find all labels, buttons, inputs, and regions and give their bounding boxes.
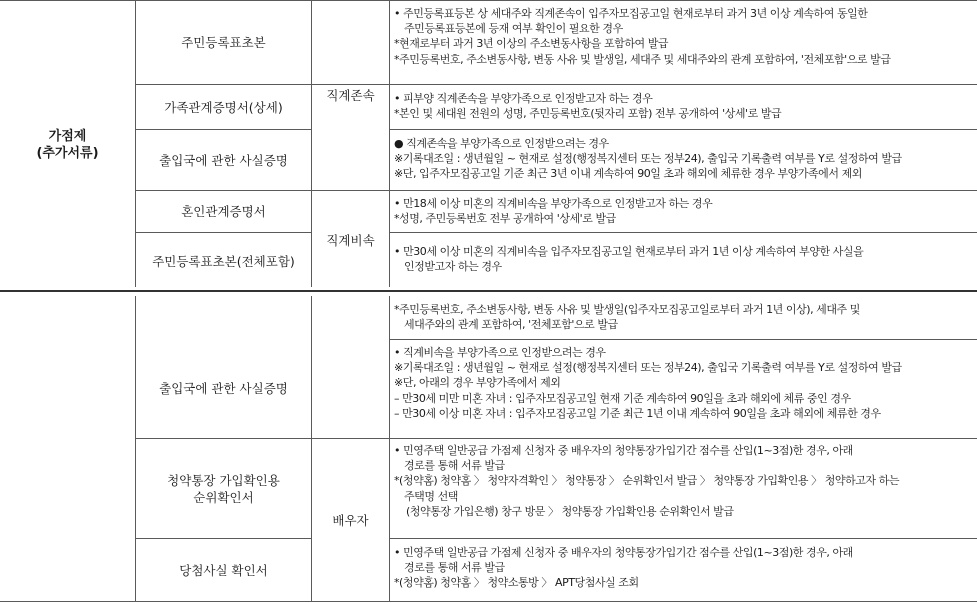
desc-line: 인정받고자 하는 경우 bbox=[404, 260, 502, 274]
doc-resident-copy-full: 주민등록표초본(전체포함) bbox=[152, 253, 295, 269]
row-divider bbox=[389, 538, 977, 539]
desc-line: ● 직계존속을 부양가족으로 인정받으려는 경우 bbox=[394, 137, 609, 150]
category-label: 가점제 bbox=[48, 129, 87, 144]
desc-line: ※단, 입주자모집공고일 기준 최근 3년 이내 계속하여 90일 초과 해외에 체류한 경우 부양가족에서 제외 bbox=[394, 167, 862, 181]
desc-line: 주민등록표등본에 등재 여부 확인이 필요한 경우 bbox=[404, 22, 623, 36]
desc-resident-copy-full bbox=[394, 244, 972, 274]
desc-subscription-rank-cert bbox=[394, 443, 972, 519]
doc-resident-copy: 주민등록표초본 bbox=[181, 35, 266, 50]
desc-line: • 민영주택 일반공급 가점제 신청자 중 배우자의 청약통장가입기간 점수를 산입(1~3점)한 경우, 아래 bbox=[394, 444, 853, 457]
desc-winning-fact-check bbox=[394, 545, 972, 591]
doc-marriage-relation: 혼인관계증명서 bbox=[181, 204, 266, 219]
group-spouse: 배우자 bbox=[332, 512, 369, 528]
doc-family-relation-detail: 가족관계증명서(상세) bbox=[164, 99, 283, 115]
desc-family-relation bbox=[394, 91, 972, 121]
desc-resident-copy bbox=[394, 6, 972, 67]
desc-line: 경로를 통해 서류 발급 bbox=[404, 459, 505, 473]
desc-immigration-descendant bbox=[394, 345, 972, 421]
doc-immigration-cert: 출입국에 관한 사실증명 bbox=[159, 152, 288, 168]
group-direct-ascendant: 직계존속 bbox=[326, 88, 375, 103]
row-divider bbox=[389, 232, 977, 233]
doc-subscription-rank-cert bbox=[136, 439, 311, 538]
table-bottom-border bbox=[0, 601, 977, 602]
desc-line: • 만30세 이상 미혼의 직계비속을 입주자모집공고일 현재로부터 과거 1년 이상 계속하여 부양한 사실을 bbox=[394, 245, 864, 258]
group-direct-descendant: 직계비속 bbox=[326, 232, 375, 248]
row-divider bbox=[389, 129, 977, 130]
category-sublabel: (추가서류) bbox=[36, 146, 99, 161]
desc-line: *주민등록번호, 주소변동사항, 변동 사유 및 발생일(입주자모집공고일로부터 과거 1년 이상), 세대주 및 bbox=[394, 303, 860, 316]
column-divider bbox=[389, 0, 390, 287]
desc-line: – 만30세 미만 미혼 자녀 : 입주자모집공고일 현재 기준 계속하여 90일을 초과 해외에 체류 중인 경우 bbox=[394, 391, 851, 405]
desc-line: • 피부양 직계존속을 부양가족으로 인정받고자 하는 경우 bbox=[394, 92, 653, 105]
desc-line: ※기록대조일 : 생년월일 ~ 현재로 설정(행정복지센터 또는 정부24), 출입국 기록출력 여부를 Y로 설정하여 발급 bbox=[394, 152, 902, 166]
desc-line: 주택명 선택 bbox=[404, 489, 458, 503]
desc-line: 경로를 통해 서류 발급 bbox=[404, 561, 505, 575]
page-break-divider bbox=[0, 290, 977, 292]
desc-resident-copy-full-continued bbox=[394, 302, 972, 332]
desc-line: *성명, 주민등록번호 전부 공개하여 '상세'로 발급 bbox=[394, 212, 616, 226]
desc-line: • 민영주택 일반공급 가점제 신청자 중 배우자의 청약통장가입기간 점수를 산입(1~3점)한 경우, 아래 bbox=[394, 546, 853, 559]
column-divider bbox=[389, 296, 390, 601]
desc-line: • 만18세 이상 미혼의 직계비속을 부양가족으로 인정받고자 하는 경우 bbox=[394, 197, 713, 210]
desc-line: (청약통장 가입은행) 창구 방문 〉 청약통장 가입확인용 순위확인서 발급 bbox=[406, 504, 734, 518]
desc-line: *(청약홈) 청약홈 〉 청약소통방 〉 APT당첨사실 조회 bbox=[394, 576, 639, 590]
desc-line: ※단, 아래의 경우 부양가족에서 제외 bbox=[394, 376, 561, 390]
desc-line: • 주민등록표등본 상 세대주와 직계존속이 입주자모집공고일 현재로부터 과거 3년 이상 계속하여 동일한 bbox=[394, 7, 868, 20]
desc-line: *본인 및 세대원 전원의 성명, 주민등록번호(뒷자리 포함) 전부 공개하여 '상세'로 발급 bbox=[394, 107, 782, 121]
category-cell bbox=[0, 0, 135, 290]
desc-line: *주민등록번호, 주소변동사항, 변동 사유 및 발생일, 세대주 및 세대주와의 관계 포함하여, '전체포함'으로 발급 bbox=[394, 52, 891, 66]
desc-immigration-ascendant bbox=[394, 136, 972, 182]
doc-winning-fact-check: 당첨사실 확인서 bbox=[179, 562, 268, 578]
row-divider bbox=[389, 339, 977, 340]
doc-immigration-cert: 출입국에 관한 사실증명 bbox=[159, 381, 288, 396]
desc-line: *현재로부터 과거 3년 이상의 주소변동사항을 포함하여 발급 bbox=[394, 37, 669, 51]
desc-line: 세대주와의 관계 포함하여, '전체포함'으로 발급 bbox=[404, 318, 618, 332]
doc-subscription-rank-cert-line2: 순위확인서 bbox=[193, 489, 254, 505]
desc-line: • 직계비속을 부양가족으로 인정받으려는 경우 bbox=[394, 346, 606, 359]
desc-marriage-relation bbox=[394, 196, 972, 226]
desc-line: ※기록대조일 : 생년월일 ~ 현재로 설정(행정복지센터 또는 정부24), 출입국 기록출력 여부를 Y로 설정하여 발급 bbox=[394, 361, 902, 375]
desc-line: – 만30세 이상 미혼 자녀 : 입주자모집공고일 기준 최근 1년 이내 계속하여 90일을 초과 해외에 체류한 경우 bbox=[394, 406, 881, 420]
doc-subscription-rank-cert-line1: 청약통장 가입확인용 bbox=[167, 472, 280, 488]
desc-line: *(청약홈) 청약홈 〉 청약자격확인 〉 청약통장 〉 순위확인서 발급 〉 청약통장 가입확인용 〉 청약하고자 하는 bbox=[394, 474, 899, 488]
